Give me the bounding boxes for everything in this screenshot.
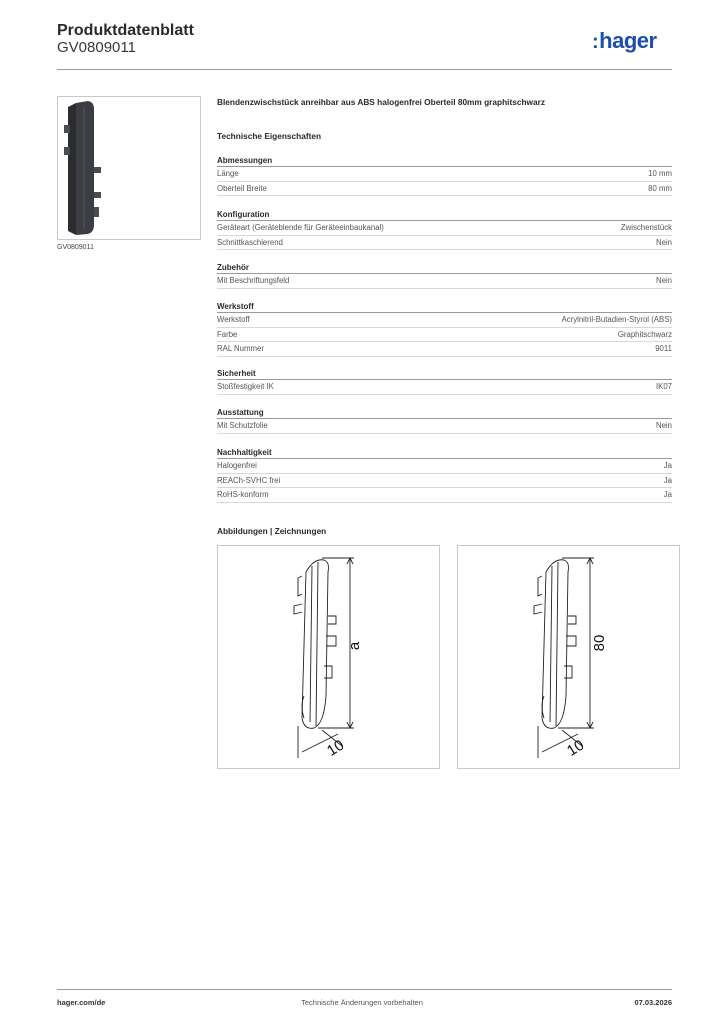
section-title: Konfiguration	[217, 209, 672, 221]
spec-row	[217, 459, 672, 474]
spec-label: Schnittkaschierend	[217, 237, 283, 247]
page-title: Produktdatenblatt	[57, 22, 194, 39]
drawing-height-label: 80	[591, 634, 608, 652]
drawing-width-label: 10	[324, 736, 348, 760]
spec-value: Acrylnitril-Butadien-Styrol (ABS)	[561, 315, 672, 324]
spec-row	[217, 274, 672, 289]
spec-value: 10 mm	[648, 169, 672, 178]
product-code: GV0809011	[57, 39, 136, 56]
tech-properties-heading: Technische Eigenschaften	[217, 131, 322, 141]
spec-value: Ja	[663, 490, 672, 499]
footer-date: 07.03.2026	[634, 998, 672, 1007]
footer-website-link[interactable]: hager.com/de	[57, 998, 106, 1007]
spec-value: Ja	[663, 461, 672, 470]
footer-divider	[57, 989, 672, 990]
footer-disclaimer: Technische Änderungen vorbehalten	[301, 998, 423, 1007]
drawing-width-label: 10	[564, 736, 588, 760]
spec-label: Geräteart (Geräteblende für Geräteeinbaukanal)	[217, 223, 384, 232]
section-title: Zubehör	[217, 262, 672, 274]
header-divider	[57, 69, 672, 70]
section-ausstattung	[217, 407, 672, 434]
product-image	[57, 96, 201, 240]
spec-label: REACh-SVHC frei	[217, 475, 281, 485]
section-sicherheit	[217, 368, 672, 395]
spec-label: Mit Beschriftungsfeld	[217, 276, 290, 285]
spec-row	[217, 221, 672, 236]
section-title: Sicherheit	[217, 368, 672, 380]
spec-value: IK07	[655, 382, 672, 391]
spec-label: Stoßfestigkeit IK	[217, 382, 274, 391]
spec-row	[217, 328, 672, 343]
spec-row	[217, 380, 672, 395]
spec-value: Nein	[655, 276, 672, 285]
spec-label: RoHS-konform	[217, 490, 269, 499]
spec-value: 80 mm	[648, 183, 672, 193]
spec-label: Werkstoff	[217, 315, 250, 324]
section-title: Ausstattung	[217, 407, 672, 419]
section-title: Nachhaltigkeit	[217, 447, 672, 459]
logo-text: hager	[599, 28, 657, 53]
product-image-caption: GV0809011	[57, 244, 94, 251]
product-photo-icon	[58, 97, 200, 239]
drawing-height-label: a	[346, 641, 363, 651]
spec-row	[217, 182, 672, 197]
section-abmessungen	[217, 155, 672, 196]
spec-row	[217, 419, 672, 434]
section-zubehoer	[217, 262, 672, 289]
spec-label: Länge	[217, 169, 239, 178]
section-title: Abmessungen	[217, 155, 672, 167]
section-konfiguration	[217, 209, 672, 250]
spec-value: Nein	[655, 421, 672, 430]
technical-drawing-dimensioned	[457, 545, 680, 769]
technical-drawing-icon	[458, 546, 679, 768]
technical-drawing-generic	[217, 545, 440, 769]
section-werkstoff	[217, 301, 672, 357]
technical-drawing-icon	[218, 546, 439, 768]
spec-label: RAL Nummer	[217, 344, 264, 353]
spec-label: Halogenfrei	[217, 461, 257, 470]
product-description: Blendenzwischstück anreihbar aus ABS halogenfrei Oberteil 80mm graphitschwarz	[217, 97, 545, 107]
spec-value: Ja	[663, 475, 672, 485]
spec-value: Zwischenstück	[620, 223, 672, 232]
spec-label: Farbe	[217, 329, 238, 339]
section-title: Werkstoff	[217, 301, 672, 313]
spec-value: Nein	[655, 237, 672, 247]
spec-row	[217, 313, 672, 328]
drawings-heading: Abbildungen | Zeichnungen	[217, 526, 327, 536]
hager-logo[interactable]: :hager	[592, 28, 657, 53]
spec-row	[217, 488, 672, 503]
spec-value: 9011	[655, 344, 672, 353]
spec-row	[217, 474, 672, 489]
spec-value: Graphitschwarz	[617, 329, 672, 339]
spec-row	[217, 167, 672, 182]
section-nachhaltigkeit	[217, 447, 672, 503]
spec-label: Mit Schutzfolie	[217, 421, 268, 430]
spec-row	[217, 342, 672, 357]
spec-label: Oberteil Breite	[217, 183, 267, 193]
spec-row	[217, 236, 672, 251]
